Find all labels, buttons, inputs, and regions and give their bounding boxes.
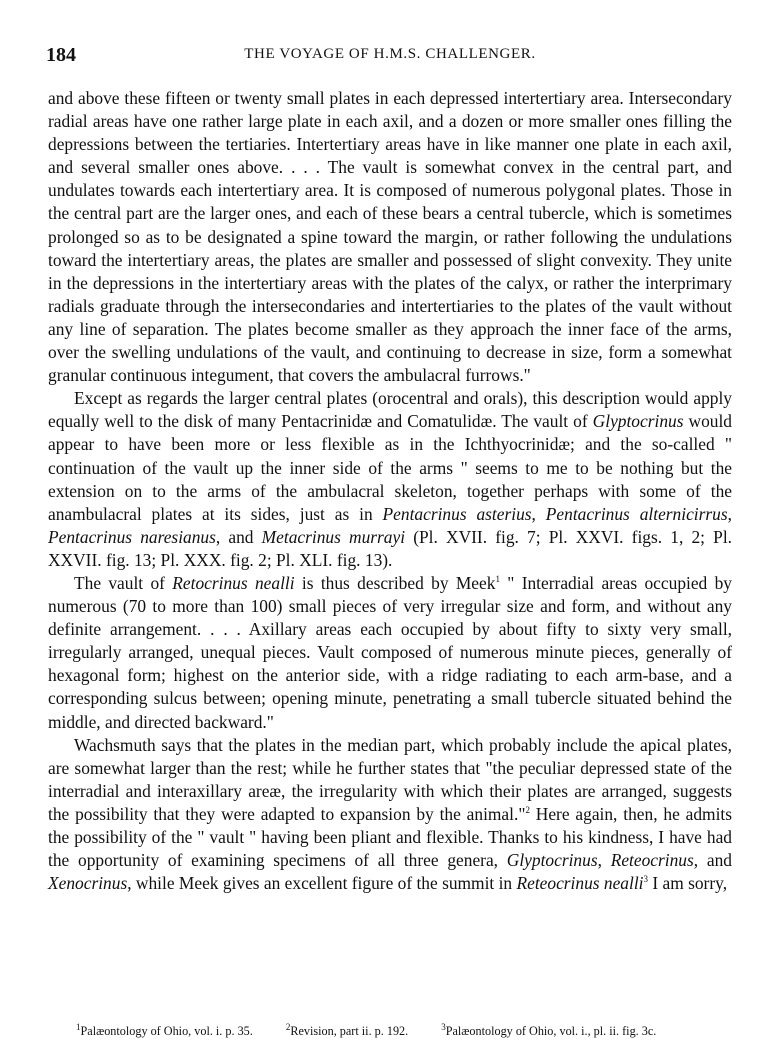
footnote-1: $^1$Palæontology of Ohio, vol. i. p. 35. bbox=[76, 1021, 253, 1038]
species-name: Pentacrinus alternicirrus bbox=[545, 503, 728, 524]
species-name: Retocrinus nealli bbox=[172, 572, 295, 593]
paragraph-1: and above these fifteen or twenty small plates in each depressed intertertiary area. Intersecondary radial areas have one rather large plate in each axil, and a dozen or more smaller ones filling the depressions between the tertiaries. Intertertiary areas have in like manner one plate in each axil, and several smaller ones above. . . . The vault is somewhat convex in the central part, and undulates towards each intertertiary area. It is composed of numerous polygonal plates. Those in the central part are the larger ones, and each of these bears a central tubercle, which is sometimes prolonged so as to be designated a spine toward the margin, or rather following the undulations toward the intertertiary areas, the plates are smaller and possessed of slight convexity. They unite in the depressions in the intertertiary areas with the plates of the calyx, or rather the interprimary radials graduate through the intersecondaries and intertertiaries to the plates of the vault without any line of separation. The plates become smaller as they approach the inner face of the arms, over the swelling undulations of the vault, and continuing to decrease in size, form a somewhat granular continuous integument, that covers the ambulacral furrows." bbox=[48, 88, 732, 386]
genus-name: Glyptocrinus bbox=[506, 850, 598, 871]
footnote-2: $^2$Revision, part ii. p. 192. bbox=[285, 1021, 409, 1038]
genus-name: Glyptocrinus bbox=[592, 411, 684, 432]
footnote-3: $^3$Palæontology of Ohio, vol. i., pl. ii. fig. 3c. bbox=[441, 1021, 657, 1038]
species-name: Reteocrinus nealli bbox=[516, 873, 644, 894]
footnote-ref: 2 bbox=[525, 805, 530, 816]
body-text bbox=[48, 87, 732, 895]
running-title: THE VOYAGE OF H.M.S. CHALLENGER. bbox=[244, 46, 536, 62]
footnotes bbox=[48, 1021, 732, 1039]
paragraph-2: Except as regards the larger central plates (orocentral and orals), this description would apply equally well to the disk of many Pentacrinidæ and Comatulidæ. The vault of Glyptocrinus would appear to have been more or less flexible as in the Ichthyocrinidæ; and the so-called " continuation of the vault up the inner side of the arms " seems to me to be nothing but the extension on to the arms of the ambulacral skeleton, together perhaps with some of the anambulacral plates at its sides, just as in Pentacrinus asterius, Pentacrinus alternicirrus, Pentacrinus naresianus, and Metacrinus murrayi (Pl. XVII. fig. 7; Pl. XXVI. figs. 1, 2; Pl. XXVII. fig. 13; Pl. XXX. fig. 2; Pl. XLI. fig. 13). bbox=[48, 388, 733, 570]
species-name: Pentacrinus asterius bbox=[382, 503, 532, 524]
paragraph-4: Wachsmuth says that the plates in the median part, which probably include the apical plates, are somewhat larger than the rest; while he further states that "the peculiar depressed state of the interradial and interaxillary areæ, the irregularity with which their plates are arranged, suggests the possibility that they were adapted to expansion by the animal."$^2$ Here again, then, he admits the possibility of the " vault " having been pliant and flexible. Thanks to his kindness, I have had the opportunity of examining specimens of all three genera, Glyptocrinus, Reteocrinus, and Xenocrinus, while Meek gives an excellent figure of the summit in Reteocrinus nealli$^3$ I am sorry, bbox=[48, 734, 732, 894]
species-name: Pentacrinus naresianus bbox=[48, 526, 216, 547]
genus-name: Xenocrinus bbox=[48, 873, 128, 894]
page-header bbox=[46, 44, 734, 68]
genus-name: Reteocrinus bbox=[610, 850, 694, 871]
paragraph-3: The vault of Retocrinus nealli is thus described by Meek$^1$ " Interradial areas occupied by numerous (70 to more than 100) small pieces of very irregular size and form, and without any definite arrangement. . . . Axillary areas each occupied by about fifty to sixty very small, irregularly arranged, unequal pieces. Vault composed of numerous minute pieces, generally of hexagonal form; highest on the anterior side, with a ridge radiating to each arm-base, and a corresponding sulcus between; opening minute, penetrating a small tubercle situated behind the middle, and directed backward." bbox=[48, 572, 732, 732]
page-number: 184 bbox=[46, 44, 76, 66]
species-name: Metacrinus murrayi bbox=[261, 526, 406, 547]
footnote-ref: 1 bbox=[495, 574, 500, 585]
footnote-ref: 3 bbox=[643, 874, 649, 885]
